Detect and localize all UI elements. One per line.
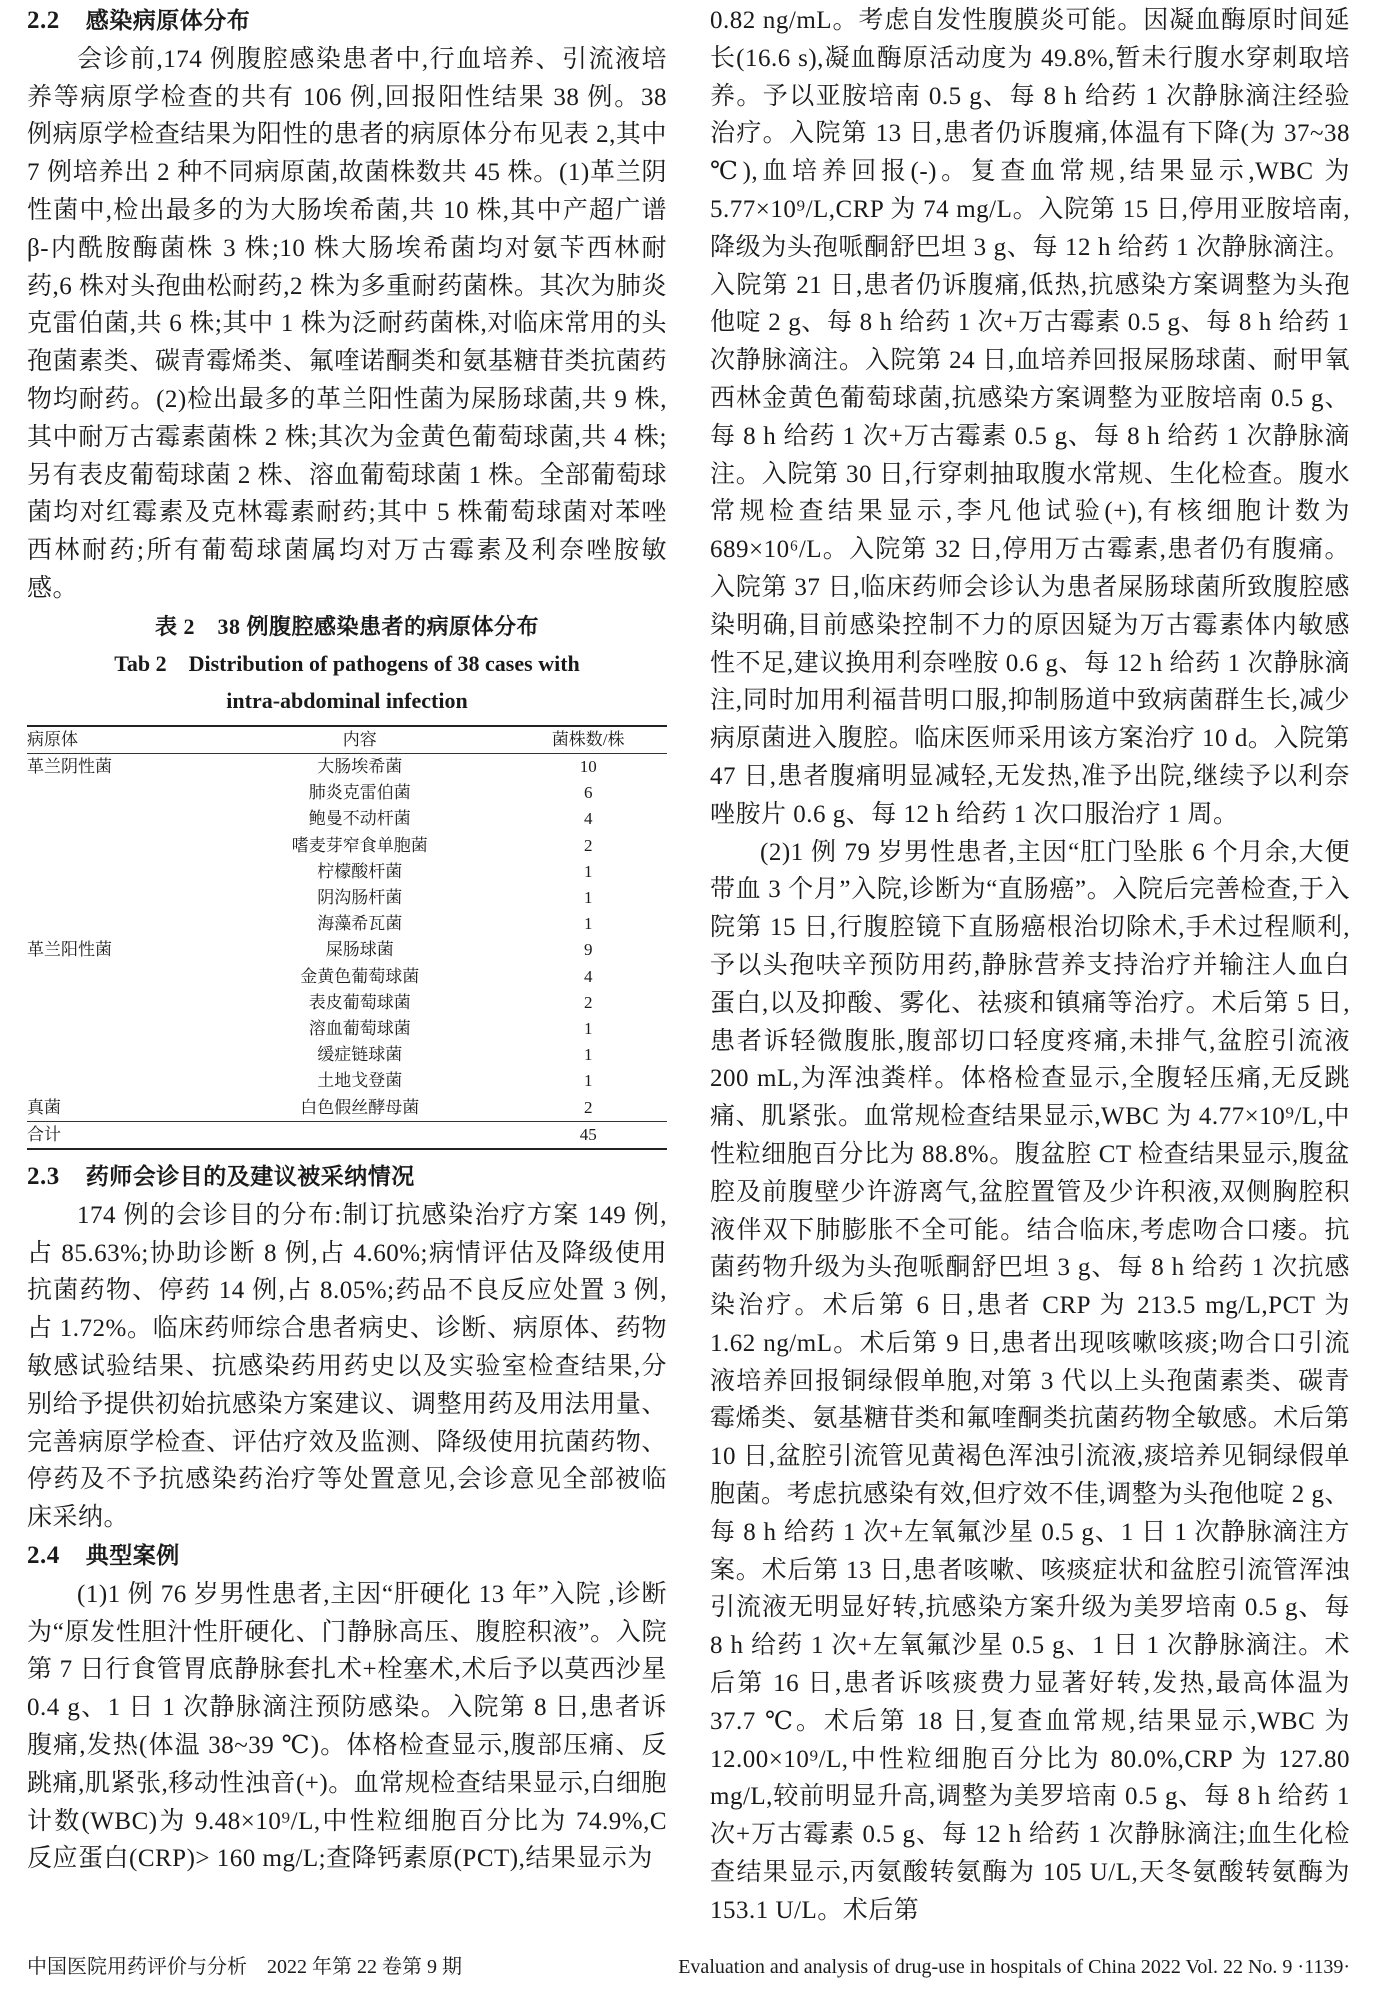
cell-pathogen [27,885,270,911]
cell-content: 白色假丝酵母菌 [300,1097,420,1117]
cell-pathogen [27,833,270,859]
cell-pathogen [27,859,270,885]
paragraph-pathogen-distribution: 会诊前,174 例腹腔感染患者中,行血培养、引流液培养等病原学检查的共有 106 例,回报阳性结果 38 例。38 例病原学检查结果为阳性的患者的病原体分布见表 2,其中 7 例培养出 2 种不同病原菌,故菌株数共 45 株。(1)革兰阴性菌中,检出最多的为大肠埃希菌,共 10 株,其中产超广谱 β-内酰胺酶菌株 3 株;10 株大肠埃希菌均对氨苄西林耐药,6 株对头孢曲松耐药,2 株为多重耐药菌株。其次为肺炎克雷伯菌,共 6 株;其中 1 株为泛耐药菌株,对临床常用的头孢菌素类、碳青霉烯类、氟喹诺酮类和氨基糖苷类抗菌药物均耐药。(2)检出最多的革兰阳性菌为屎肠球菌,共 9 株,其中耐万古霉素菌株 2 株;其次为金黄色葡萄球菌,共 4 株;另有表皮葡萄球菌 2 株、溶血葡萄球菌 1 株。全部葡萄球菌均对红霉素及克林霉素耐药;其中 5 株葡萄球菌对苯唑西林耐药;所有葡萄球菌属均对万古霉素及利奈唑胺敏感。 [27,45,667,602]
cell-content: 大肠埃希菌 [317,756,403,776]
table-row [27,859,667,885]
cell-count: 1 [583,861,593,881]
paragraph-consultation-purpose: 174 例的会诊目的分布:制订抗感染治疗方案 149 例,占 85.63%;协助诊断 8 例,占 4.60%;病情评估及降级使用抗菌药物、停药 14 例,占 8.05%;药品不良反应处置 3 例,占 1.72%。临床药师综合患者病史、诊断、病原体、药物敏感试验结果、抗感染药用药史以及实验室检查结果,分别给予提供初始抗感染方案建议、调整用药及用法用量、完善病原学检查、评估疗效及监测、降级使用抗菌药物、停药及不予抗感染药治疗等处置意见,会诊意见全部被临床采纳。 [27,1201,667,1532]
cell-content: 嗜麦芽窄食单胞菌 [291,835,428,855]
table-row [27,911,667,937]
cell-pathogen [27,806,270,832]
table-row [27,806,667,832]
cell-pathogen: 合计 [27,1121,270,1149]
cell-pathogen: 真菌 [27,1097,61,1117]
table-caption-en-2: intra-abdominal infection [226,687,468,713]
header-content: 内容 [270,726,449,754]
section-heading-2-2: 2.2 感染病原体分布 [27,7,251,34]
right-column [710,2,1350,1930]
cell-pathogen [27,1016,270,1042]
cell-content: 柠檬酸杆菌 [317,861,403,881]
cell-count: 10 [579,756,597,776]
cell-count: 6 [583,783,593,803]
table-body [27,753,667,1149]
cell-content: 缓症链球菌 [317,1045,403,1065]
cell-pathogen [27,780,270,806]
cell-pathogen: 革兰阴性菌 [27,756,112,776]
cell-count: 2 [583,992,593,1012]
paragraph-case-2: (2)1 例 79 岁男性患者,主因“肛门坠胀 6 个月余,大便带血 3 个月”入院,诊断为“直肠癌”。入院后完善检查,于入院第 15 日,行腹腔镜下直肠癌根治切除术,手术过程顺利,予以头孢呋辛预防用药,静脉营养支持治疗并输注人血白蛋白,以及抑酸、雾化、祛痰和镇痛等治疗。术后第 5 日,患者诉轻微腹胀,腹部切口轻度疼痛,未排气,盆腔引流液 200 mL,为浑浊粪样。体格检查显示,全腹轻压痛,无反跳痛、肌紧张。血常规检查结果显示,WBC 为 4.77×10⁹/L,中性粒细胞百分比为 88.8%。腹盆腔 CT 检查结果显示,腹盆腔及前腹壁少许游离气,盆腔置管及少许积液,双侧胸腔积液伴双下肺膨胀不全可能。结合临床,考虑吻合口瘘。抗菌药物升级为头孢哌酮舒巴坦 3 g、每 8 h 给药 1 次抗感染治疗。术后第 6 日,患者 CRP 为 213.5 mg/L,PCT 为 1.62 ng/mL。术后第 9 日,患者出现咳嗽咳痰;吻合口引流液培养回报铜绿假单胞,对第 3 代以上头孢菌素类、碳青霉烯类、氨基糖苷类和氟喹酮类抗菌药物全敏感。术后第 10 日,盆腔引流管见黄褐色浑浊引流液,痰培养见铜绿假单胞菌。考虑抗感染有效,但疗效不佳,调整为头孢他啶 2 g、每 8 h 给药 1 次+左氧氟沙星 0.5 g、1 日 1 次静脉滴注方案。术后第 13 日,患者咳嗽、咳痰症状和盆腔引流管浑浊引流液无明显好转,抗感染方案升级为美罗培南 0.5 g、每 8 h 给药 1 次+左氧氟沙星 0.5 g、1 日 1 次静脉滴注。术后第 16 日,患者诉咳痰费力显著好转,发热,最高体温为 37.7 ℃。术后第 18 日,复查血常规,结果显示,WBC 为 12.00×10⁹/L,中性粒细胞百分比为 80.0%,CRP 为 127.80 mg/L,较前明显升高,调整为美罗培南 0.5 g、每 8 h 给药 1 次+万古霉素 0.5 g、每 12 h 给药 1 次静脉滴注;血生化检查结果显示,丙氨酸转氨酶为 105 U/L,天冬氨酸转氨酶为 153.1 U/L。术后第 [710,838,1350,1924]
table-row [27,990,667,1016]
cell-content: 鲍曼不动杆菌 [308,809,411,829]
table-row [27,964,667,990]
cell-content: 金黄色葡萄球菌 [300,966,420,986]
page-footer [27,1930,1350,2008]
cell-pathogen [27,990,270,1016]
cell-content: 溶血葡萄球菌 [308,1018,411,1038]
cell-count: 4 [583,966,593,986]
footer-journal-cn: 中国医院用药评价与分析 2022 年第 22 卷第 9 期 [27,1955,462,1978]
cell-count: 1 [583,1018,593,1038]
table-row [27,833,667,859]
table-caption-cn: 表 2 38 例腹腔感染患者的病原体分布 [154,613,539,639]
paragraph-case-1-start: (1)1 例 76 岁男性患者,主因“肝硬化 13 年”入院 ,诊断为“原发性胆汁性肝硬化、门静脉高压、腹腔积液”。入院第 7 日行食管胃底静脉套扎术+栓塞术,术后予以莫西沙星 0.4 g、1 日 1 次静脉滴注预防感染。入院第 8 日,患者诉腹痛,发热(体温 38~39 ℃)。体格检查显示,腹部压痛、反跳痛,肌紧张,移动性浊音(+)。血常规检查结果显示,白细胞计数(WBC)为 9.48×10⁹/L,中性粒细胞百分比为 74.9%,C 反应蛋白(CRP)> 160 mg/L;查降钙素原(PCT),结果显示为 [27,1580,667,1873]
cell-content: 土地戈登菌 [317,1071,403,1091]
cell-content: 表皮葡萄球菌 [308,992,411,1012]
section-heading-2-3: 2.3 药师会诊目的及建议被采纳情况 [27,1163,415,1190]
cell-pathogen: 革兰阳性菌 [27,940,112,960]
table-row [27,1095,667,1122]
header-count: 菌株数/株 [449,726,667,754]
cell-pathogen [27,1068,270,1094]
table-row [27,753,667,780]
cell-count: 1 [583,1071,593,1091]
table-row [27,1068,667,1094]
cell-content: 肺炎克雷伯菌 [308,783,411,803]
cell-count: 2 [583,1097,593,1117]
cell-count: 45 [449,1121,667,1149]
cell-count: 9 [583,940,593,960]
section-heading-2-4: 2.4 典型案例 [27,1541,180,1569]
table-row [27,885,667,911]
pathogen-table [27,725,667,1150]
cell-pathogen [27,1042,270,1068]
cell-count: 1 [583,1045,593,1065]
left-column [27,2,667,1878]
table-total-row [27,1121,667,1149]
cell-count: 4 [583,809,593,829]
paragraph-case-1-continued: 0.82 ng/mL。考虑自发性腹膜炎可能。因凝血酶原时间延长(16.6 s),凝血酶原活动度为 49.8%,暂未行腹水穿刺取培养。予以亚胺培南 0.5 g、每 8 h 给药 1 次静脉滴注经验治疗。入院第 13 日,患者仍诉腹痛,体温有下降(为 37~38 ℃),血培养回报(-)。复查血常规,结果显示,WBC 为 5.77×10⁹/L,CRP 为 74 mg/L。入院第 15 日,停用亚胺培南,降级为头孢哌酮舒巴坦 3 g、每 12 h 给药 1 次静脉滴注。入院第 21 日,患者仍诉腹痛,低热,抗感染方案调整为头孢他啶 2 g、每 8 h 给药 1 次+万古霉素 0.5 g、每 8 h 给药 1 次静脉滴注。入院第 24 日,血培养回报屎肠球菌、耐甲氧西林金黄色葡萄球菌,抗感染方案调整为亚胺培南 0.5 g、每 8 h 给药 1 次+万古霉素 0.5 g、每 8 h 给药 1 次静脉滴注。入院第 30 日,行穿刺抽取腹水常规、生化检查。腹水常规检查结果显示,李凡他试验(+),有核细胞计数为 689×10⁶/L。入院第 32 日,停用万古霉素,患者仍有腹痛。入院第 37 日,临床药师会诊认为患者屎肠球菌所致腹腔感染明确,目前感染控制不力的原因疑为万古霉素体内敏感性不足,建议换用利奈唑胺 0.6 g、每 12 h 给药 1 次静脉滴注,同时加用利福昔明口服,抑制肠道中致病菌群生长,减少病原菌进入腹腔。临床医师采用该方案治疗 10 d。入院第 47 日,患者腹痛明显减轻,无发热,准予出院,继续予以利奈唑胺片 0.6 g、每 12 h 给药 1 次口服治疗 1 周。 [710,7,1350,828]
table-row [27,1016,667,1042]
cell-count: 2 [583,835,593,855]
table-row [27,1042,667,1068]
footer-journal-en: Evaluation and analysis of drug-use in hospitals of China 2022 Vol. 22 No. 9 ·1139· [678,1955,1350,1978]
header-pathogen: 病原体 [27,726,270,754]
cell-content: 屎肠球菌 [325,940,394,960]
table-caption-en-1: Tab 2 Distribution of pathogens of 38 cases with [114,650,580,676]
table-row [27,780,667,806]
cell-content [270,1121,449,1149]
table-header-row [27,726,667,754]
cell-content: 阴沟肠杆菌 [317,887,403,907]
cell-content: 海藻希瓦菌 [317,914,403,934]
columns [27,2,1350,1930]
table-row [27,937,667,963]
cell-count: 1 [583,914,593,934]
cell-pathogen [27,964,270,990]
cell-count: 1 [583,887,593,907]
cell-pathogen [27,911,270,937]
